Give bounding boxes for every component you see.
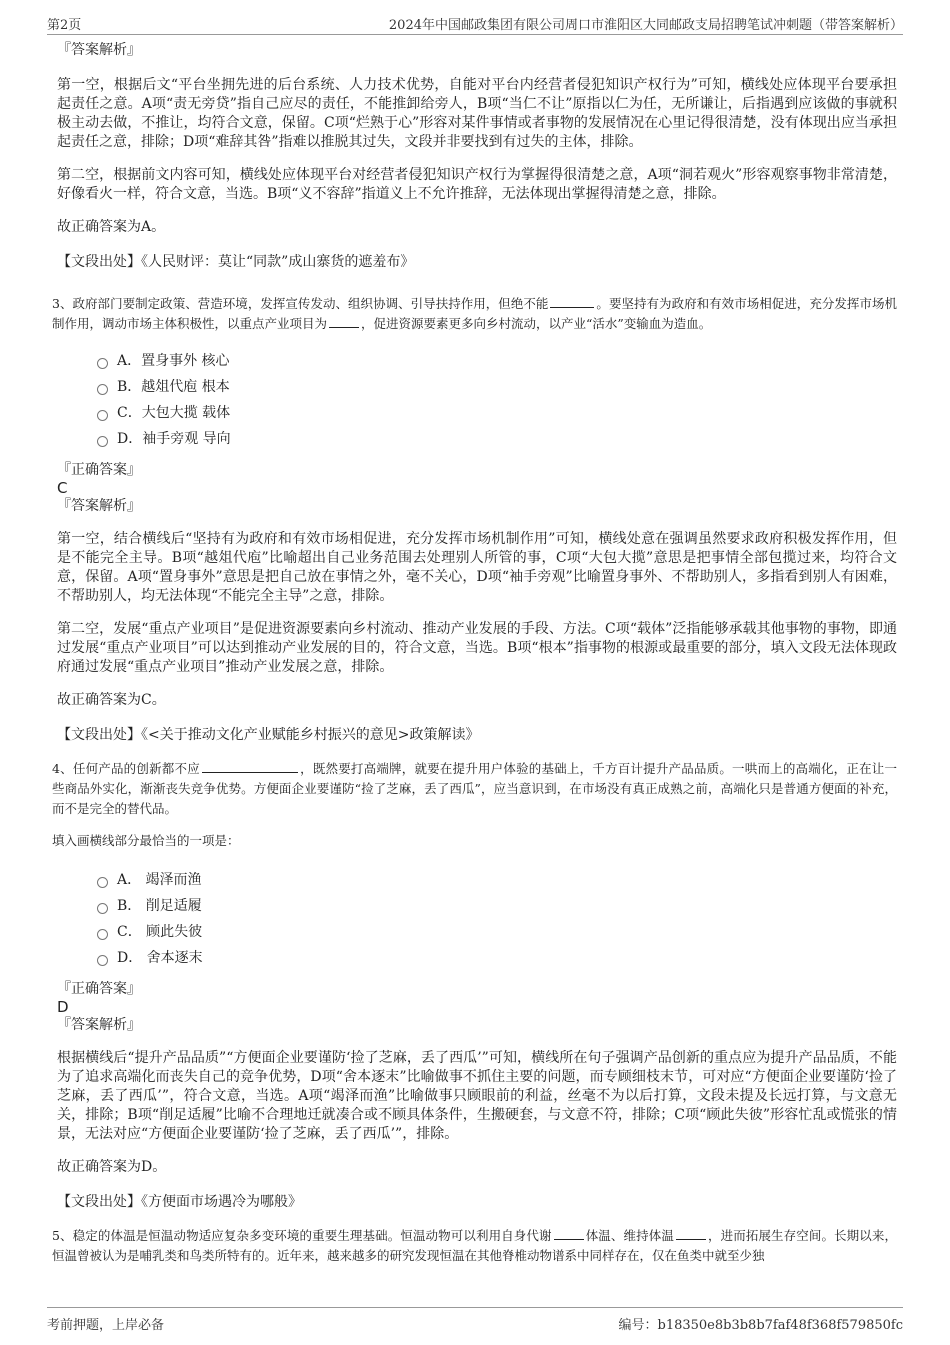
q5-blank-1 [554, 1227, 584, 1240]
q4-analysis-label: 『答案解析』 [57, 1017, 141, 1033]
q4-prompt: 填入画横线部分最恰当的一项是： [52, 833, 240, 848]
q4-correct-label: 『正确答案』 [57, 981, 141, 997]
q3-analysis-paragraph-1: 第一空，结合横线后“坚持有为政府和有效市场相促进，充分发挥市场机制作用”可知，横线处意在强调虽然要求政府积极发挥作用，但是不能完全主导。B项“越俎代庖”比喻超出自己业务范围去处理别人所管的事，C项“大包大揽”意思是把事情全部包揽过来，均符合文意，保留。A项“置身事外”意思是把自己放在事情之外，毫不关心，D项“袖手旁观”比喻置身事外、不帮助别人，多指看到别人有困难，不帮助别人，均无法体现“不能完全主导”之意，排除。 [57, 531, 897, 604]
q3-analysis-label: 『答案解析』 [57, 498, 141, 514]
q2-analysis-paragraph-1: 第一空，根据后文“平台坐拥先进的后台系统、人力技术优势，自能对平台内经营者侵犯知识产权行为”可知，横线处应体现平台要承担起责任之意。A项“责无旁贷”指自己应尽的责任，不能推卸给旁人，B项“当仁不让”原指以仁为任，无所谦让，后指遇到应该做的事就积极主动去做，不推让，均符合文意，保留。C项“烂熟于心”形容对某件事情或者事物的发展情况在心里记得很清楚，没有体现出应当承担起责任之意，排除；D项“难辞其咎”指难以推脱其过失，文段并非要找到有过失的主体，排除。 [57, 77, 897, 150]
q5-blank-2 [676, 1227, 706, 1240]
radio-icon[interactable] [97, 903, 108, 914]
radio-icon[interactable] [97, 358, 108, 369]
q3-option-b[interactable]: B．越俎代庖 根本 [97, 374, 897, 400]
q4-stem: 4、任何产品的创新都不应 ，既然要打高端牌，就要在提升用户体验的基础上，千方百计提升产品品质。一哄而上的高端化，正在让一些商品外实化，渐渐丧失竞争优势。方便面企业要谨防“捡了芝麻，丢了西瓜”，应当意识到，在市场没有真正成熟之前，高端化只是普通方便面的补充，而不是完全的替代品。 [52, 761, 897, 816]
q3-source: 【文段出处】《<关于推动文化产业赋能乡村振兴的意见>政策解读》 [57, 727, 480, 743]
q2-source: 【文段出处】《人民财评：莫让“同款”成山寨货的遮羞布》 [57, 254, 415, 270]
q5-stem: 5、稳定的体温是恒温动物适应复杂多变环境的重要生理基础。恒温动物可以利用自身代谢 体温、维持体温 ，进而拓展生存空间。长期以来，恒温曾被认为是哺乳类和鸟类所特有的。近年来，越来越多的研究发现恒温在其他脊椎动物谱系中同样存在，仅在鱼类中就至少独 [52, 1228, 897, 1263]
q3-conclusion: 故正确答案为C。 [57, 692, 166, 708]
radio-icon[interactable] [97, 384, 108, 395]
footer-slogan: 考前押题，上岸必备 [47, 1318, 165, 1333]
q3-blank-1 [550, 295, 594, 308]
document-id: 编号：b18350e8b3b8b7faf48f368f579850fc [618, 1318, 903, 1333]
q2-conclusion: 故正确答案为A。 [57, 219, 166, 235]
q2-analysis-label: 『答案解析』 [57, 42, 141, 58]
q4-source: 【文段出处】《方便面市场遇冷为哪般》 [57, 1194, 302, 1210]
radio-icon[interactable] [97, 929, 108, 940]
q4-blank [202, 760, 298, 773]
q3-correct-label: 『正确答案』 [57, 462, 141, 478]
q4-correct-answer: D [57, 998, 69, 1016]
radio-icon[interactable] [97, 410, 108, 421]
q3-analysis-paragraph-2: 第二空，发展“重点产业项目”是促进资源要素向乡村流动、推动产业发展的手段、方法。C项“载体”泛指能够承载其他事物的事物，即通过发展“重点产业项目”可以达到推动产业发展的目的，符合文意，当选。B项“根本”指事物的根源或最重要的部分，填入文段无法体现政府通过发展“重点产业项目”推动产业发展之意，排除。 [57, 621, 897, 675]
q3-blank-2 [329, 315, 359, 328]
radio-icon[interactable] [97, 436, 108, 447]
q3-correct-answer: C [57, 479, 68, 497]
q3-option-d[interactable]: D．袖手旁观 导向 [97, 426, 897, 452]
q4-options [57, 867, 897, 971]
q3-options [57, 348, 897, 452]
page-header [47, 12, 903, 35]
q3-option-a[interactable]: A．置身事外 核心 [97, 348, 897, 374]
q4-conclusion: 故正确答案为D。 [57, 1159, 167, 1175]
radio-icon[interactable] [97, 877, 108, 888]
q4-option-c[interactable]: C． 顾此失彼 [97, 919, 897, 945]
q4-option-a[interactable]: A． 竭泽而渔 [97, 867, 897, 893]
main-content [52, 40, 897, 1266]
q2-analysis-paragraph-2: 第二空，根据前文内容可知，横线处应体现平台对经营者侵犯知识产权行为掌握得很清楚之意，A项“洞若观火”形容观察事物非常清楚，好像看火一样，符合文意，当选。B项“义不容辞”指道义上不允许推辞，无法体现出掌握得清楚之意，排除。 [57, 167, 897, 202]
page-footer [47, 1307, 903, 1332]
q3-option-c[interactable]: C．大包大揽 载体 [97, 400, 897, 426]
q4-option-d[interactable]: D． 舍本逐末 [97, 945, 897, 971]
q4-option-b[interactable]: B． 削足适履 [97, 893, 897, 919]
document-title: 2024年中国邮政集团有限公司周口市淮阳区大同邮政支局招聘笔试冲刺题（带答案解析） [388, 18, 903, 33]
q4-analysis-paragraph-1: 根据横线后“提升产品品质”“方便面企业要谨防‘捡了芝麻，丢了西瓜’”可知，横线所在句子强调产品创新的重点应为提升产品品质，不能为了追求高端化而丧失自己的竞争优势，D项“舍本逐末”比喻做事不抓住主要的问题，而专顾细枝末节，可对应“方便面企业要谨防‘捡了芝麻，丢了西瓜’”，符合文意，当选。A项“竭泽而渔”比喻做事只顾眼前的利益，丝毫不为以后打算，文段未提及长远打算，与文意无关，排除；B项“削足适履”比喻不合理地迁就凑合或不顾具体条件，生搬硬套，与文意不符，排除；C项“顾此失彼”形容忙乱或慌张的情景，无法对应“方便面企业要谨防‘捡了芝麻，丢了西瓜’”，排除。 [57, 1050, 897, 1142]
page-number: 第2页 [47, 18, 82, 33]
q3-stem: 3、政府部门要制定政策、营造环境，发挥宣传发动、组织协调、引导扶持作用，但绝不能 。要坚持有为政府和有效市场相促进，充分发挥市场机制作用，调动市场主体积极性，以重点产业项目为 ，促进资源要素更多向乡村流动，以产业“活水”变输血为造血。 [52, 296, 897, 331]
radio-icon[interactable] [97, 955, 108, 966]
